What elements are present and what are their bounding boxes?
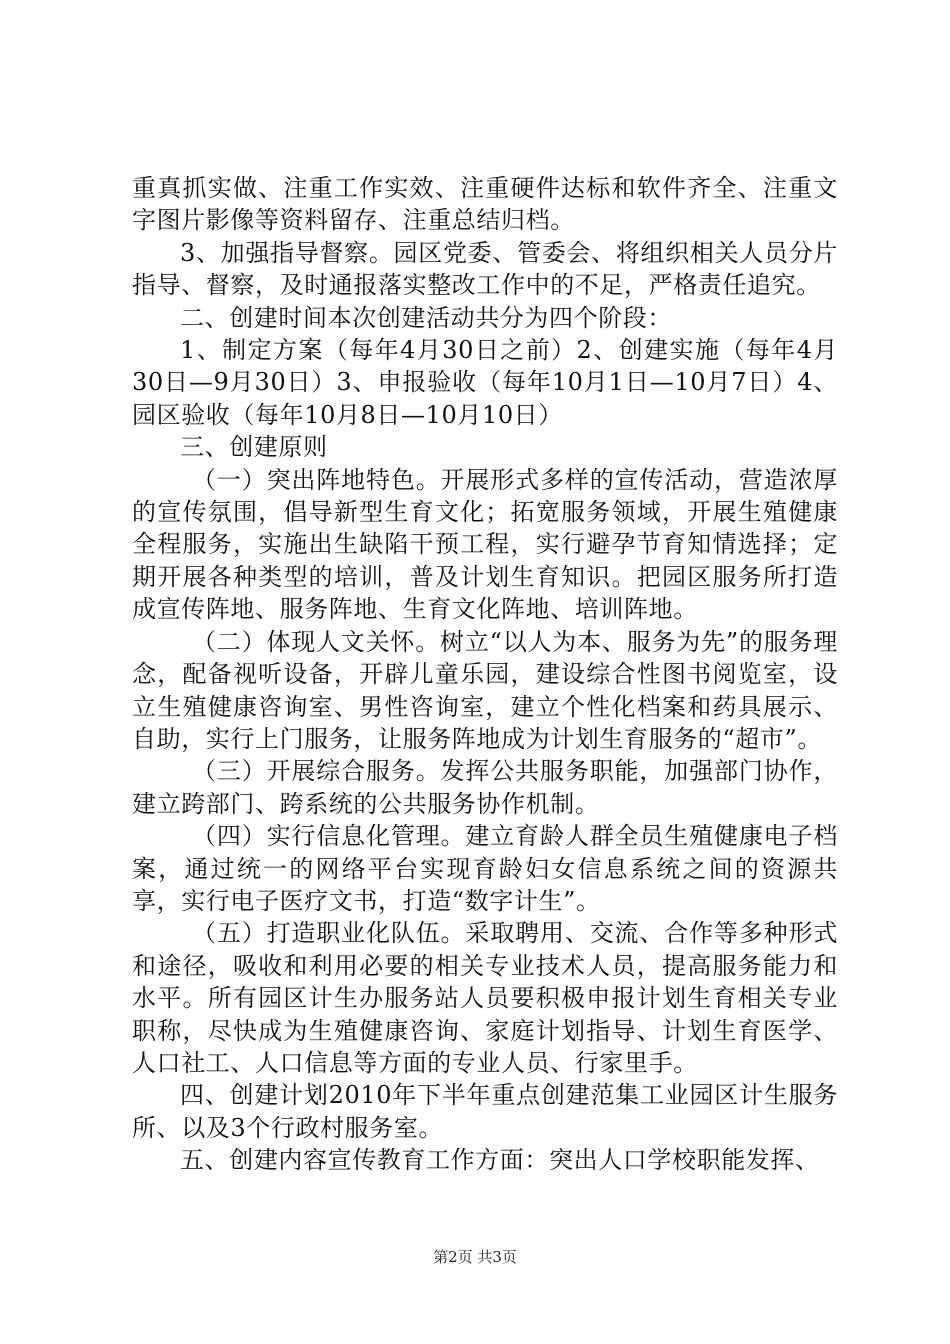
heading-principles: 三、创建原则 (180, 433, 328, 462)
document-body (132, 172, 838, 1177)
paragraph-principle-4: （四）实行信息化管理。建立育龄人群全员生殖健康电子档案，通过统一的网络平台实现育龄妇女信息系统之间的资源共享，实行电子医疗文书，打造“数字计生”。 (132, 822, 838, 915)
paragraph-principle-3: （三）开展综合服务。发挥公共服务职能，加强部门协作，建立跨部门、跨系统的公共服务协作机制。 (132, 757, 838, 818)
paragraph-principle-1: （一）突出阵地特色。开展形式多样的宣传活动，营造浓厚的宣传氛围，倡导新型生育文化；拓宽服务领域，开展生殖健康全程服务，实施出生缺陷干预工程，实行避孕节育知情选择；定期开展各种类型的培训，普及计划生育知识。把园区服务所打造成宣传阵地、服务阵地、生育文化阵地、培训阵地。 (132, 465, 838, 624)
paragraph-content: 五、创建内容宣传教育工作方面：突出人口学校职能发挥、 (180, 1146, 820, 1175)
paragraph-principle-5: （五）打造职业化队伍。采取聘用、交流、合作等多种形式和途径，吸收和利用必要的相关专业技术人员，提高服务能力和水平。所有园区计生办服务站人员要积极申报计划生育相关专业职称，尽快成为生殖健康咨询、家庭计划指导、计划生育医学、人口社工、人口信息等方面的专业人员、行家里手。 (132, 919, 838, 1077)
paragraph-supervision: 3、加强指导督察。园区党委、管委会、将组织相关人员分片指导、督察，及时通报落实整改工作中的不足，严格责任追究。 (132, 238, 838, 300)
paragraph-principle-2: （二）体现人文关怀。树立“以人为本、服务为先”的服务理念，配备视听设备，开辟儿童乐园，建设综合性图书阅览室，设立生殖健康咨询室、男性咨询室，建立个性化档案和药具展示、自助，实行上门服务，让服务阵地成为计划生育服务的“超市”。 (132, 627, 838, 753)
paragraph-phases: 1、制定方案（每年4月30日之前）2、创建实施（每年4月30日—9月30日）3、申报验收（每年10月1日—10月7日）4、园区验收（每年10月8日—10月10日） (132, 336, 838, 429)
paragraph-plan: 四、创建计划2010年下半年重点创建范集工业园区计生服务所、以及3个行政村服务室。 (132, 1081, 838, 1142)
paragraph-continuation: 重真抓实做、注重工作实效、注重硬件达标和软件齐全、注重文字图片影像等资料留存、注重总结归档。 (132, 174, 838, 235)
heading-schedule: 二、创建时间本次创建活动共分为四个阶段： (180, 303, 672, 332)
page-number-footer: 第2页 共3页 (433, 1248, 517, 1266)
